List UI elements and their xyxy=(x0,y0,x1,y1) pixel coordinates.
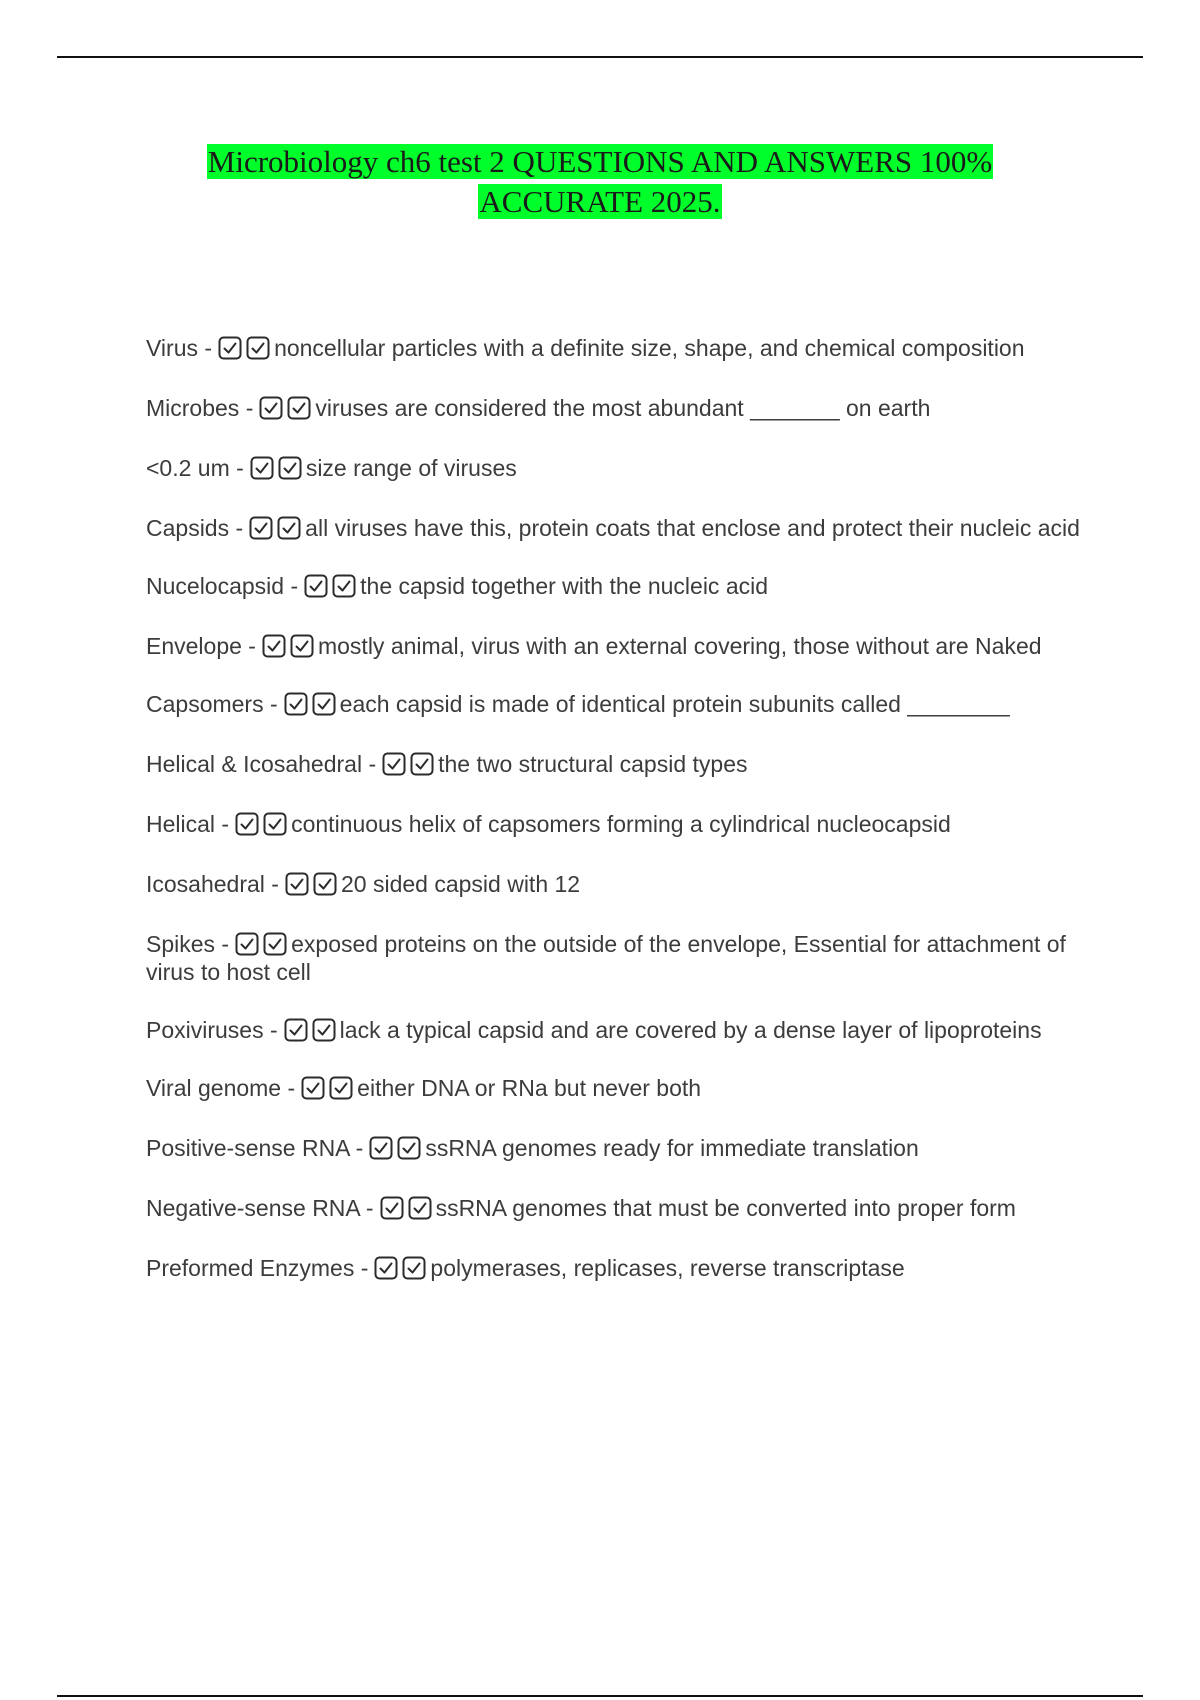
qa-term: Icosahedral xyxy=(146,871,265,897)
checkbox-checked-icon xyxy=(263,932,287,956)
checkbox-checked-icon xyxy=(332,574,356,598)
qa-answer: continuous helix of capsomers forming a cylindrical nucleocapsid xyxy=(291,811,951,837)
qa-item-virus xyxy=(146,334,1096,362)
checkbox-checked-icon xyxy=(218,336,242,360)
qa-answer: all viruses have this, protein coats that enclose and protect their nucleic acid xyxy=(305,515,1080,541)
qa-separator: - xyxy=(239,395,254,421)
qa-term: Viral genome xyxy=(146,1075,282,1101)
qa-answer: polymerases, replicases, reverse transcriptase xyxy=(430,1255,905,1281)
qa-answer: noncellular particles with a definite size, shape, and chemical composition xyxy=(274,335,1025,361)
qa-term: Capsids xyxy=(146,515,230,541)
qa-answer: exposed proteins on the outside of the envelope, Essential for attachment of virus to host cell xyxy=(146,931,1066,985)
checkbox-checked-icon xyxy=(249,516,273,540)
checkbox-checked-icon xyxy=(312,692,336,716)
qa-item-helical-icosahedral xyxy=(146,750,1096,778)
qa-answer: lack a typical capsid and are covered by a dense layer of lipoproteins xyxy=(339,1017,1042,1043)
checkbox-checked-icon xyxy=(408,1196,432,1220)
checkbox-checked-icon xyxy=(287,396,311,420)
qa-separator: - xyxy=(215,811,230,837)
qa-term: Capsomers xyxy=(146,691,264,717)
qa-term: Nucelocapsid xyxy=(146,573,285,599)
qa-term: Negative-sense RNA xyxy=(146,1195,360,1221)
qa-separator: - xyxy=(229,515,244,541)
checkbox-checked-icon xyxy=(250,456,274,480)
qa-item-positive-sense-rna xyxy=(146,1134,1096,1162)
qa-item-icosahedral xyxy=(146,870,1096,898)
checkbox-checked-icon xyxy=(301,1076,325,1100)
qa-answer: each capsid is made of identical protein subunits called ________ xyxy=(339,691,1010,717)
qa-separator: - xyxy=(281,1075,296,1101)
qa-separator: - xyxy=(198,335,213,361)
qa-separator: - xyxy=(359,1195,374,1221)
qa-answer: the two structural capsid types xyxy=(438,751,748,777)
top-rule xyxy=(57,56,1143,58)
checkbox-checked-icon xyxy=(329,1076,353,1100)
qa-answer: 20 sided capsid with 12 xyxy=(340,871,581,897)
qa-answer: ssRNA genomes that must be converted into proper form xyxy=(435,1195,1016,1221)
qa-answer: size range of viruses xyxy=(305,455,517,481)
qa-item-viral-genome xyxy=(146,1074,1096,1102)
qa-item-negative-sense-rna xyxy=(146,1194,1096,1222)
checkbox-checked-icon xyxy=(246,336,270,360)
document-title xyxy=(0,142,1200,222)
checkbox-checked-icon xyxy=(313,872,337,896)
checkbox-checked-icon xyxy=(312,1018,336,1042)
qa-separator: - xyxy=(264,871,279,897)
qa-term: Preformed Enzymes xyxy=(146,1255,355,1281)
checkbox-checked-icon xyxy=(262,634,286,658)
checkbox-checked-icon xyxy=(284,1018,308,1042)
checkbox-checked-icon xyxy=(410,752,434,776)
checkbox-checked-icon xyxy=(397,1136,421,1160)
checkbox-checked-icon xyxy=(304,574,328,598)
checkbox-checked-icon xyxy=(235,932,259,956)
qa-separator: - xyxy=(241,633,256,659)
checkbox-checked-icon xyxy=(402,1256,426,1280)
qa-item-microbes xyxy=(146,394,1096,422)
checkbox-checked-icon xyxy=(259,396,283,420)
qa-term: Virus xyxy=(146,335,198,361)
qa-item-spikes xyxy=(146,930,1096,986)
checkbox-checked-icon xyxy=(369,1136,393,1160)
qa-separator: - xyxy=(349,1135,364,1161)
qa-answer: the capsid together with the nucleic acid xyxy=(360,573,769,599)
qa-item-capsids xyxy=(146,514,1096,542)
qa-term: Poxiviruses xyxy=(146,1017,264,1043)
qa-term: Helical xyxy=(146,811,216,837)
qa-term: Spikes xyxy=(146,931,216,957)
qa-list xyxy=(146,334,1096,1314)
title-line-1: Microbiology ch6 test 2 QUESTIONS AND ANSWERS 100% xyxy=(207,144,993,179)
qa-separator: - xyxy=(284,573,299,599)
qa-separator: - xyxy=(215,931,230,957)
qa-item-capsomers xyxy=(146,690,1096,718)
qa-term: Positive-sense RNA xyxy=(146,1135,350,1161)
checkbox-checked-icon xyxy=(278,456,302,480)
checkbox-checked-icon xyxy=(284,692,308,716)
qa-item-helical xyxy=(146,810,1096,838)
qa-term: Microbes xyxy=(146,395,240,421)
qa-item-nucelocapsid xyxy=(146,572,1096,600)
qa-separator: - xyxy=(263,1017,278,1043)
qa-answer: ssRNA genomes ready for immediate translation xyxy=(425,1135,919,1161)
qa-separator: - xyxy=(229,455,244,481)
qa-separator: - xyxy=(263,691,278,717)
qa-term: Helical & Icosahedral xyxy=(146,751,363,777)
qa-separator: - xyxy=(362,751,377,777)
checkbox-checked-icon xyxy=(380,1196,404,1220)
checkbox-checked-icon xyxy=(290,634,314,658)
checkbox-checked-icon xyxy=(235,812,259,836)
qa-answer: mostly animal, virus with an external covering, those without are Naked xyxy=(317,633,1042,659)
checkbox-checked-icon xyxy=(263,812,287,836)
title-line-2: ACCURATE 2025. xyxy=(479,184,721,219)
checkbox-checked-icon xyxy=(285,872,309,896)
qa-item-poxiviruses xyxy=(146,1016,1096,1044)
qa-item-preformed-enzymes xyxy=(146,1254,1096,1282)
bottom-rule xyxy=(57,1695,1143,1697)
qa-item-envelope xyxy=(146,632,1096,660)
qa-term: <0.2 um xyxy=(146,455,230,481)
checkbox-checked-icon xyxy=(374,1256,398,1280)
qa-separator: - xyxy=(354,1255,369,1281)
qa-answer: viruses are considered the most abundant _______ on earth xyxy=(315,395,931,421)
checkbox-checked-icon xyxy=(277,516,301,540)
checkbox-checked-icon xyxy=(382,752,406,776)
qa-term: Envelope xyxy=(146,633,242,659)
qa-item-size xyxy=(146,454,1096,482)
qa-answer: either DNA or RNa but never both xyxy=(357,1075,702,1101)
